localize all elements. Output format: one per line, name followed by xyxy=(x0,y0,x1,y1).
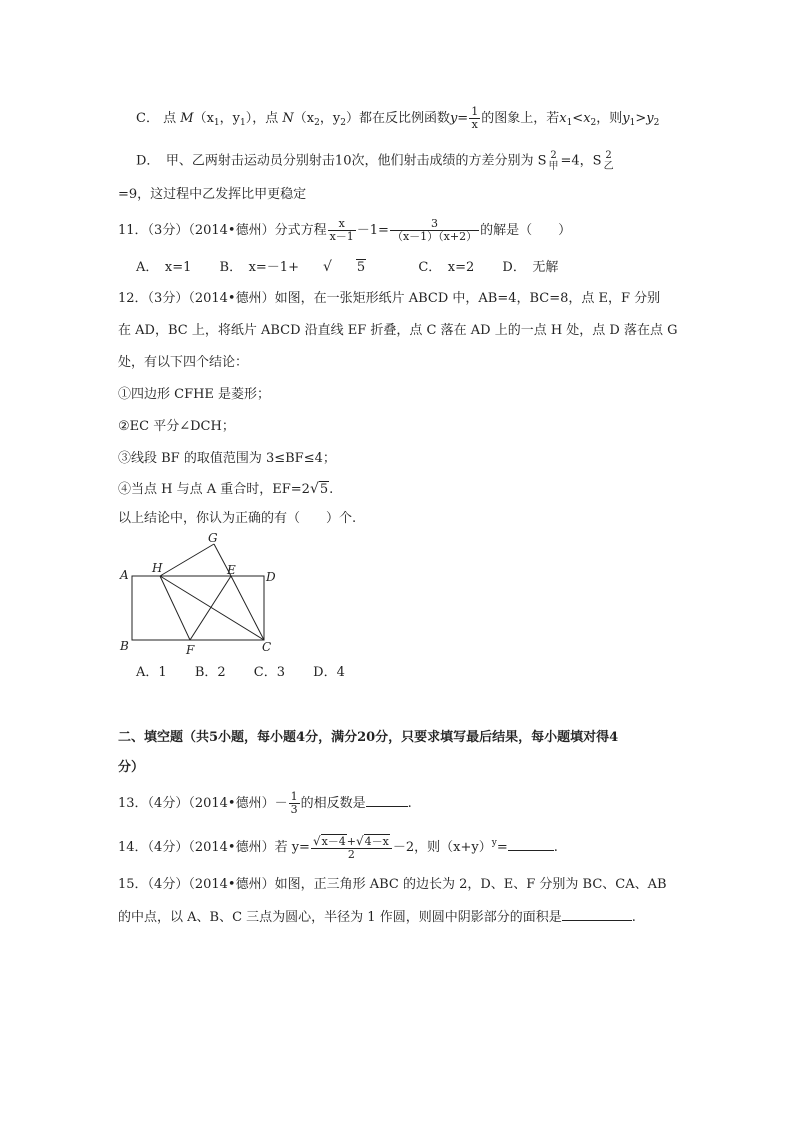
section-2-heading: 二、填空题（共5小题，每小题4分，满分20分，只要求填写最后结果，每小题填对得4 xyxy=(118,730,619,745)
q12-conclusion-1: ①四边形 CFHE 是菱形； xyxy=(118,387,271,402)
q12-choice-c: C．3 xyxy=(253,665,285,680)
q13: 13．（4分）（2014•德州）－ $\frac{1}{3}$ 的相反数是 . xyxy=(118,790,412,816)
q12-choice-b: B．2 xyxy=(194,665,226,680)
q15-line2: 的中点，以 A、B、C 三点为圆心，半径为 1 作圆，则圆中阴影部分的面积是 . xyxy=(118,910,636,925)
q11-choice-b: B． x=－1+ √ 5 xyxy=(219,259,366,275)
q11-choice-d: D． 无解 xyxy=(502,260,559,275)
q10-fraction: $\frac{1}{x}$ xyxy=(471,105,479,131)
q15-line1: 15．（4分）（2014•德州）如图，正三角形 ABC 的边长为 2，D、E、F 分别为 BC、CA、AB xyxy=(118,877,667,892)
q11-choice-c: C． x=2 xyxy=(418,260,475,275)
q12-conclusion-4: ④当点 H 与点 A 重合时，EF=2√5. xyxy=(118,481,334,497)
q12-choice-d: D．4 xyxy=(313,665,345,680)
q15-answer-blank[interactable] xyxy=(562,908,632,921)
q12-question: 以上结论中，你认为正确的有（ ）个. xyxy=(118,511,357,526)
segment-hg xyxy=(160,544,214,576)
label-h: H xyxy=(152,561,163,575)
q12-conclusion-2: ②EC 平分∠DCH； xyxy=(118,419,235,434)
q14-answer-blank[interactable] xyxy=(508,838,554,851)
q11-choices xyxy=(136,258,582,277)
label-b: B xyxy=(120,639,129,653)
q12-choice-a: A．1 xyxy=(136,665,167,680)
label-g: G xyxy=(208,531,218,545)
segment-hc xyxy=(160,576,264,640)
q14: 14．（4分）（2014•德州）若 y= $\frac{√x-4+√4-x}{2}$ －2，则$(x+y)^y=$ . xyxy=(118,833,558,861)
label-a: A xyxy=(120,568,129,582)
q11-choice-a: A． x=1 xyxy=(136,260,192,275)
segment-ef xyxy=(190,576,231,640)
q10-option-d: D． 甲、乙两射击运动员分别射击10次，他们射击成绩的方差分别为 S 2 甲 =4，S 2 乙 xyxy=(136,150,614,172)
q12-line3: 处，有以下四个结论： xyxy=(118,355,249,370)
section-2-heading-cont: 分） xyxy=(118,760,145,775)
q11-stem: 11．（3分）（2014•德州）分式方程 $\frac{x}{x-1}$ －1= $\frac{3}{(x-1)(x+2)}$ 的解是（ ） xyxy=(118,217,572,243)
label-f: F xyxy=(186,643,195,657)
q12-line2: 在 AD，BC 上，将纸片 ABCD 沿直线 EF 折叠，点 C 落在 AD 上的一点 H 处，点 D 落在点 G xyxy=(118,323,678,338)
q13-answer-blank[interactable] xyxy=(366,794,408,807)
q10-option-c: C． 点 $M(x_1$，$y_1$），点 $N(x_2$，$y_2$）都在反比例函数y= $\frac{1}{x}$ 的图象上，若$x_1<x_2$，则$y_1>y_2$ xyxy=(136,105,660,131)
q12-conclusion-3: ③线段 BF 的取值范围为 3≤BF≤4； xyxy=(118,451,336,466)
q10-option-d-cont: =9，这过程中乙发挥比甲更稳定 xyxy=(118,187,307,202)
q12-choices xyxy=(136,664,369,682)
rectangle-abcd xyxy=(132,576,264,640)
label-c: C xyxy=(262,640,272,654)
q12-figure xyxy=(116,530,286,660)
label-d: D xyxy=(266,570,276,584)
q12-line1: 12．（3分）（2014•德州）如图，在一张矩形纸片 ABCD 中，AB=4，BC=8，点 E，F 分别 xyxy=(118,291,661,306)
label-e: E xyxy=(227,563,236,577)
